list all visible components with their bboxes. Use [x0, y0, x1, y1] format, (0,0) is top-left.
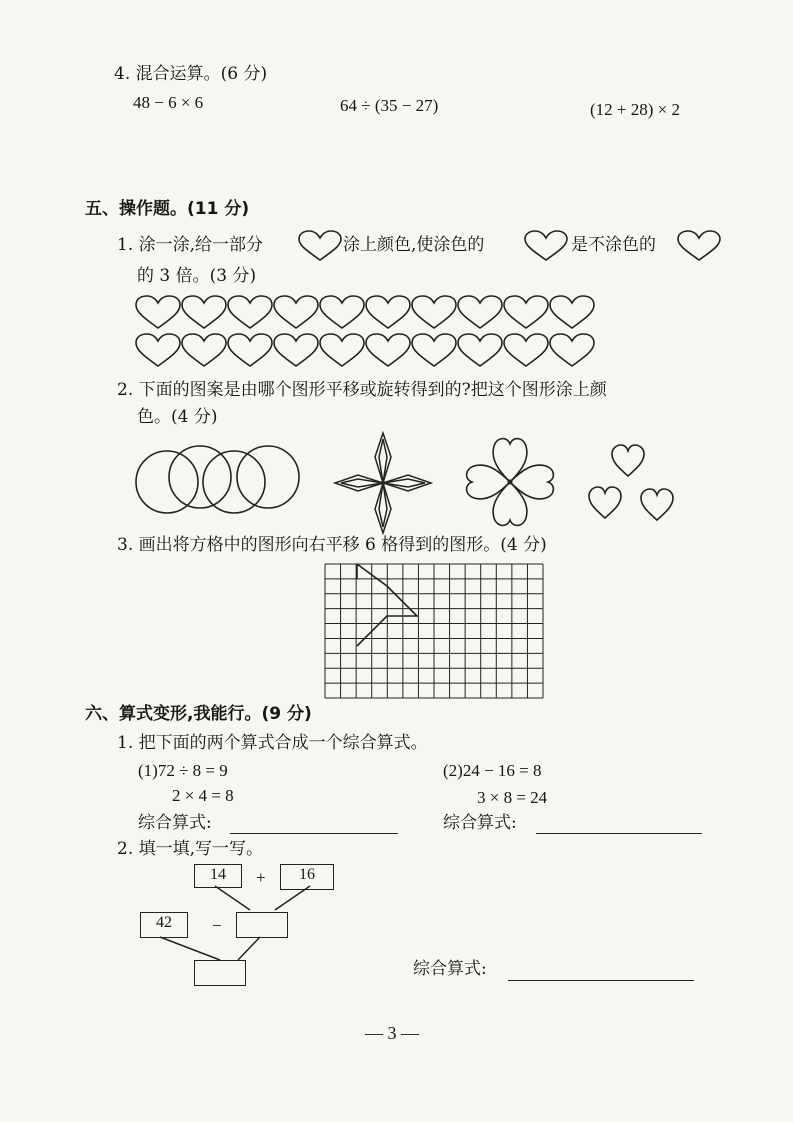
number-box-42[interactable]: 42: [140, 912, 188, 938]
heart-icon[interactable]: [182, 334, 226, 366]
s6-q1-answer-blank-2[interactable]: [536, 833, 702, 834]
s6-q1-p1-line1: (1)72 ÷ 8 = 9: [138, 761, 228, 780]
overlapping-circles-pattern: [134, 446, 304, 516]
heart-icon[interactable]: [504, 334, 548, 366]
operator-minus: −: [212, 916, 222, 935]
q4-expression-3: (12 + 28) × 2: [590, 100, 680, 119]
s6-q1-combined-label-1: 综合算式:: [138, 813, 212, 833]
heart-icon[interactable]: [320, 334, 364, 366]
heart-icon[interactable]: [228, 296, 272, 328]
heart-icon[interactable]: [274, 334, 318, 366]
three-hearts-pattern: [585, 440, 681, 522]
s5-q1-text-c: 是不涂色的: [571, 235, 656, 255]
q4-expression-1: 48 − 6 × 6: [133, 93, 204, 112]
s5-q2-line1: 2. 下面的图案是由哪个图形平移或旋转得到的?把这个图形涂上颜: [117, 380, 607, 400]
heart-icon[interactable]: [228, 334, 272, 366]
q4-expression-2: 64 ÷ (35 − 27): [340, 96, 439, 115]
heart-icon[interactable]: [412, 296, 456, 328]
s6-q1-combined-label-2: 综合算式:: [443, 813, 517, 833]
heart-icon[interactable]: [550, 334, 594, 366]
section6-title: 六、算式变形,我能行。(9 分): [85, 704, 312, 724]
empty-answer-box-bottom[interactable]: [194, 960, 246, 986]
operator-plus: +: [256, 868, 266, 887]
heart-icon[interactable]: [412, 334, 456, 366]
heart-icon[interactable]: [136, 334, 180, 366]
heart-icon[interactable]: [458, 334, 502, 366]
s6-q1-p1-line2: 2 × 4 = 8: [172, 786, 234, 805]
s5-q1-text-d: 的 3 倍。(3 分): [137, 266, 257, 286]
section5-title: 五、操作题。(11 分): [85, 199, 250, 219]
heart-icon[interactable]: [366, 334, 410, 366]
heart-icon[interactable]: [182, 296, 226, 328]
number-box-16[interactable]: 16: [280, 864, 334, 890]
heart-icon[interactable]: [136, 296, 180, 328]
s5-q3-text: 3. 画出将方格中的图形向右平移 6 格得到的图形。(4 分): [117, 535, 547, 555]
empty-answer-box-middle[interactable]: [236, 912, 288, 938]
s6-q2-combined-label: 综合算式:: [413, 959, 487, 979]
inline-heart-icon: [676, 230, 722, 262]
s6-q2-answer-blank[interactable]: [508, 980, 694, 981]
s5-q2-line2: 色。(4 分): [137, 407, 218, 427]
heart-flower-pattern: [460, 432, 560, 532]
q4-title: 4. 混合运算。(6 分): [114, 64, 268, 84]
heart-icon[interactable]: [458, 296, 502, 328]
square-grid[interactable]: [325, 564, 544, 699]
heart-icon[interactable]: [320, 296, 364, 328]
heart-icon[interactable]: [550, 296, 594, 328]
page-number: — 3 —: [365, 1023, 419, 1043]
inline-heart-icon: [297, 230, 343, 262]
s6-q2-text: 2. 填一填,写一写。: [117, 839, 264, 859]
s5-q1-text-b: 涂上颜色,使涂色的: [343, 235, 485, 255]
heart-icon[interactable]: [274, 296, 318, 328]
s6-q1-p2-line2: 3 × 8 = 24: [477, 788, 548, 807]
s6-q1-p2-line1: (2)24 − 16 = 8: [443, 761, 542, 780]
s6-q1-text: 1. 把下面的两个算式合成一个综合算式。: [117, 733, 428, 753]
s5-q1-text-a: 1. 涂一涂,给一部分: [117, 235, 264, 255]
inline-heart-icon: [523, 230, 569, 262]
heart-icon[interactable]: [504, 296, 548, 328]
rotated-rhombus-pattern: [333, 431, 433, 535]
heart-grid: [135, 293, 595, 371]
number-box-14[interactable]: 14: [194, 864, 242, 888]
heart-icon[interactable]: [366, 296, 410, 328]
s6-q1-answer-blank-1[interactable]: [230, 833, 398, 834]
